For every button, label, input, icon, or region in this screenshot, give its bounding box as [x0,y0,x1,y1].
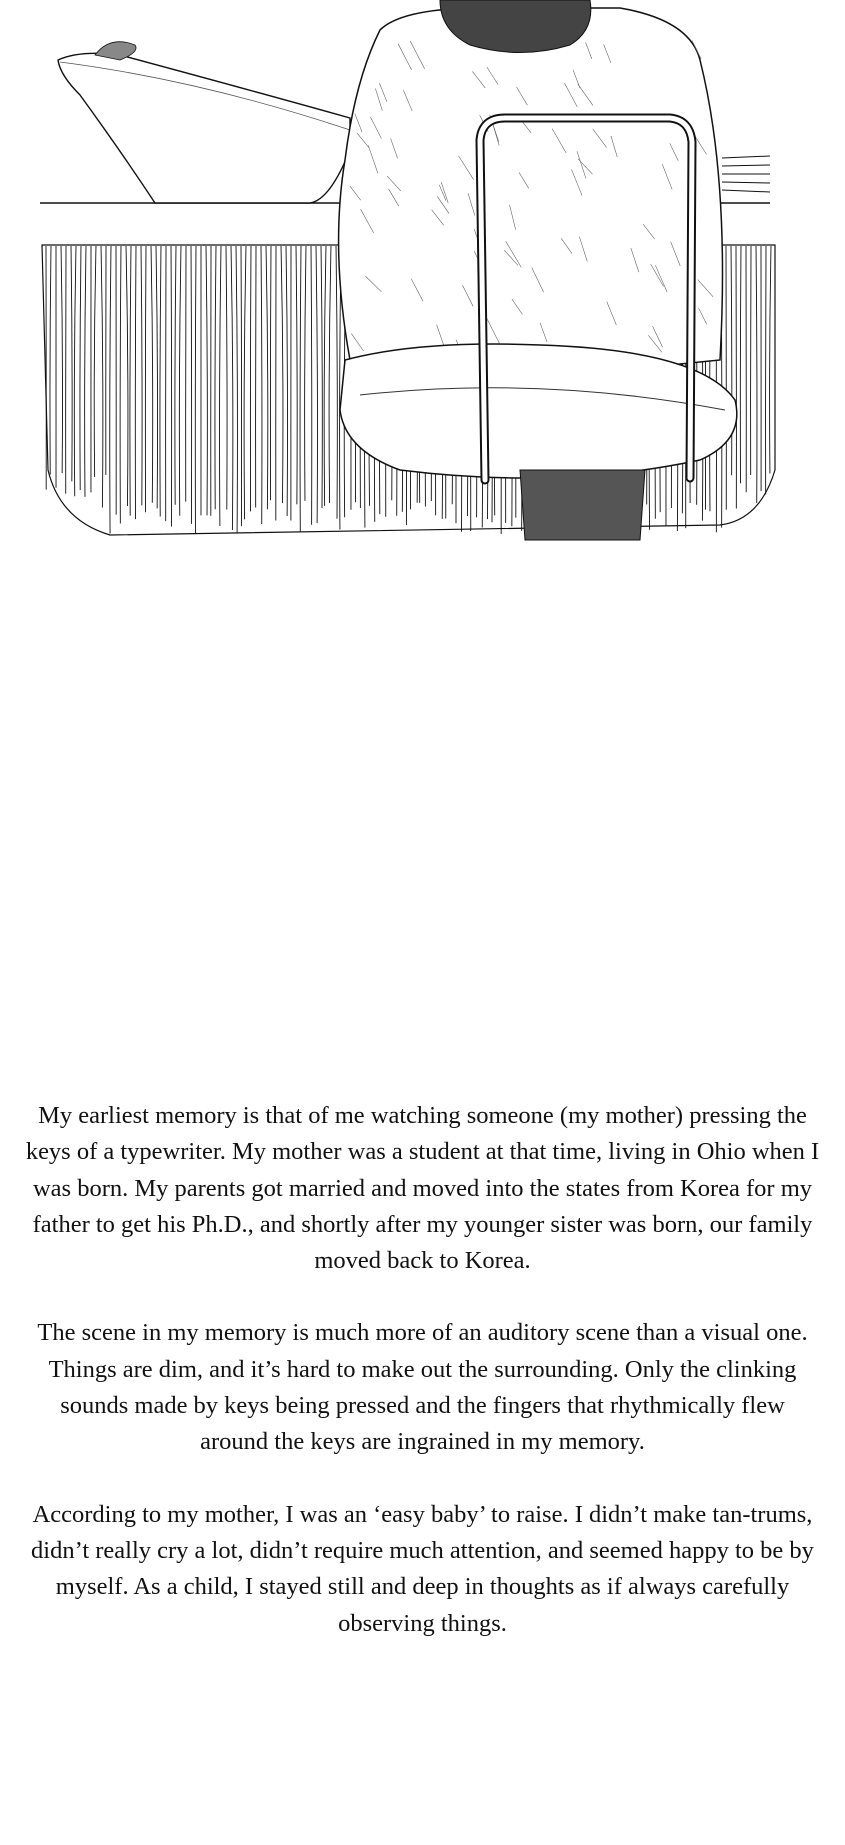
memoir-text [24,1098,821,1678]
paragraph-easy-baby: According to my mother, I was an ‘easy baby’ to raise. I didn’t make tan-trums, didn’t really cry a lot, didn’t require much attention, and seemed happy to be by myself. As a child, I stayed still and deep in thoughts as if always carefully observing things. [31,1500,814,1637]
bowl-shape [58,53,350,203]
woman-body [339,8,723,380]
typewriter-keys [722,156,770,192]
woman-legs [520,470,645,540]
paragraph-earliest-memory: My earliest memory is that of me watching someone (my mother) pressing the keys of a typewriter. My mother was a student at that time, living in Ohio when I was born. My parents got married and moved into the states from Korea for my father to get his Ph.D., and shortly after my younger sister was born, our family moved back to Korea. [25,1102,820,1275]
woman-at-typewriter-illustration [0,0,845,560]
stool-seat [340,344,737,478]
paragraph-auditory-scene: The scene in my memory is much more of an auditory scene than a visual one. Things are dim, and it’s hard to make out the surrounding. Only the clinking sounds made by keys being pressed and the fingers that rhythmically flew around the keys are ingrained in my memory. [37,1319,808,1456]
illustration-drawing [0,0,845,560]
